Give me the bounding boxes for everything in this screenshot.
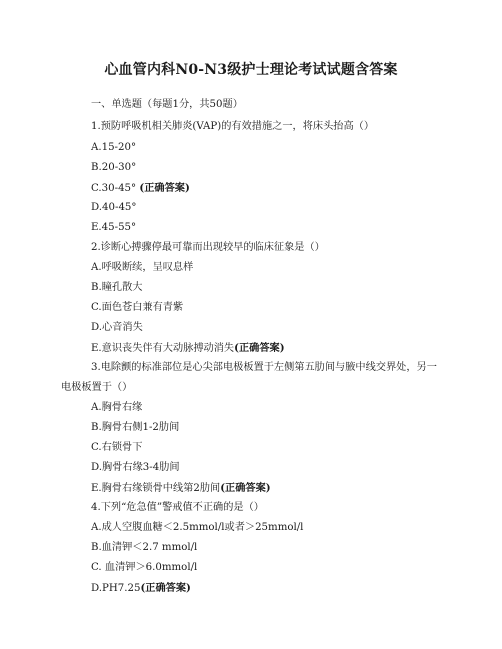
option: A.呼吸断续，呈叹息样	[91, 262, 194, 273]
option: A.成人空腹血糖＜2.5mmol/l或者＞25mmol/l	[91, 522, 304, 533]
document-title: 心血管内科N0-N3级护士理论考试试题含答案	[104, 62, 398, 78]
option: D.心音消失	[91, 322, 143, 333]
option-text: D.PH7.25	[91, 583, 141, 594]
option: D.40-45°	[91, 202, 137, 213]
question-stem-continued: 电极板置于（）	[61, 382, 133, 393]
option: A.胸骨右缘	[91, 402, 143, 413]
option-correct	[91, 581, 191, 596]
option: B.血清钾＜2.7 mmol/l	[91, 542, 198, 553]
question-stem: 4.下列“危急值”警戒值不正确的是（）	[91, 502, 264, 513]
option: C.面色苍白兼有青紫	[91, 302, 184, 313]
option: C. 血清钾＞6.0mmol/l	[91, 562, 198, 573]
option-text: E.意识丧失伴有大动脉搏动消失	[91, 343, 235, 354]
correct-answer-marker: (正确答案)	[140, 582, 191, 594]
correct-answer-marker: (正确答案)	[139, 182, 190, 194]
option-text: C.30-45°	[91, 183, 137, 194]
question-stem: 1.预防呼吸机相关肺炎(VAP)的有效措施之一，将床头抬高（）	[91, 121, 375, 132]
option: B.胸骨右侧1-2肋间	[91, 422, 180, 433]
option: A.15-20°	[91, 142, 137, 153]
option-correct	[91, 481, 271, 496]
option: E.45-55°	[91, 222, 137, 233]
option-correct	[91, 341, 285, 356]
option: B.瞳孔散大	[91, 282, 143, 293]
option: B.20-30°	[91, 162, 137, 173]
question-stem: 2.诊断心搏骤停最可靠而出现较早的临床征象是（）	[91, 242, 325, 253]
option: D.胸骨右缘3-4肋间	[91, 462, 180, 473]
option-text: E.胸骨右缘锁骨中线第2肋间	[91, 483, 221, 494]
correct-answer-marker: (正确答案)	[220, 482, 271, 494]
option: C.右锁骨下	[91, 442, 143, 453]
section-heading: 一、单选题（每题1分，共50题）	[91, 99, 243, 110]
option-correct	[91, 181, 190, 196]
correct-answer-marker: (正确答案)	[234, 342, 285, 354]
question-stem: 3.电除颤的标准部位是心尖部电极板置于左侧第五肋间与腋中线交界处，另一	[91, 362, 437, 373]
